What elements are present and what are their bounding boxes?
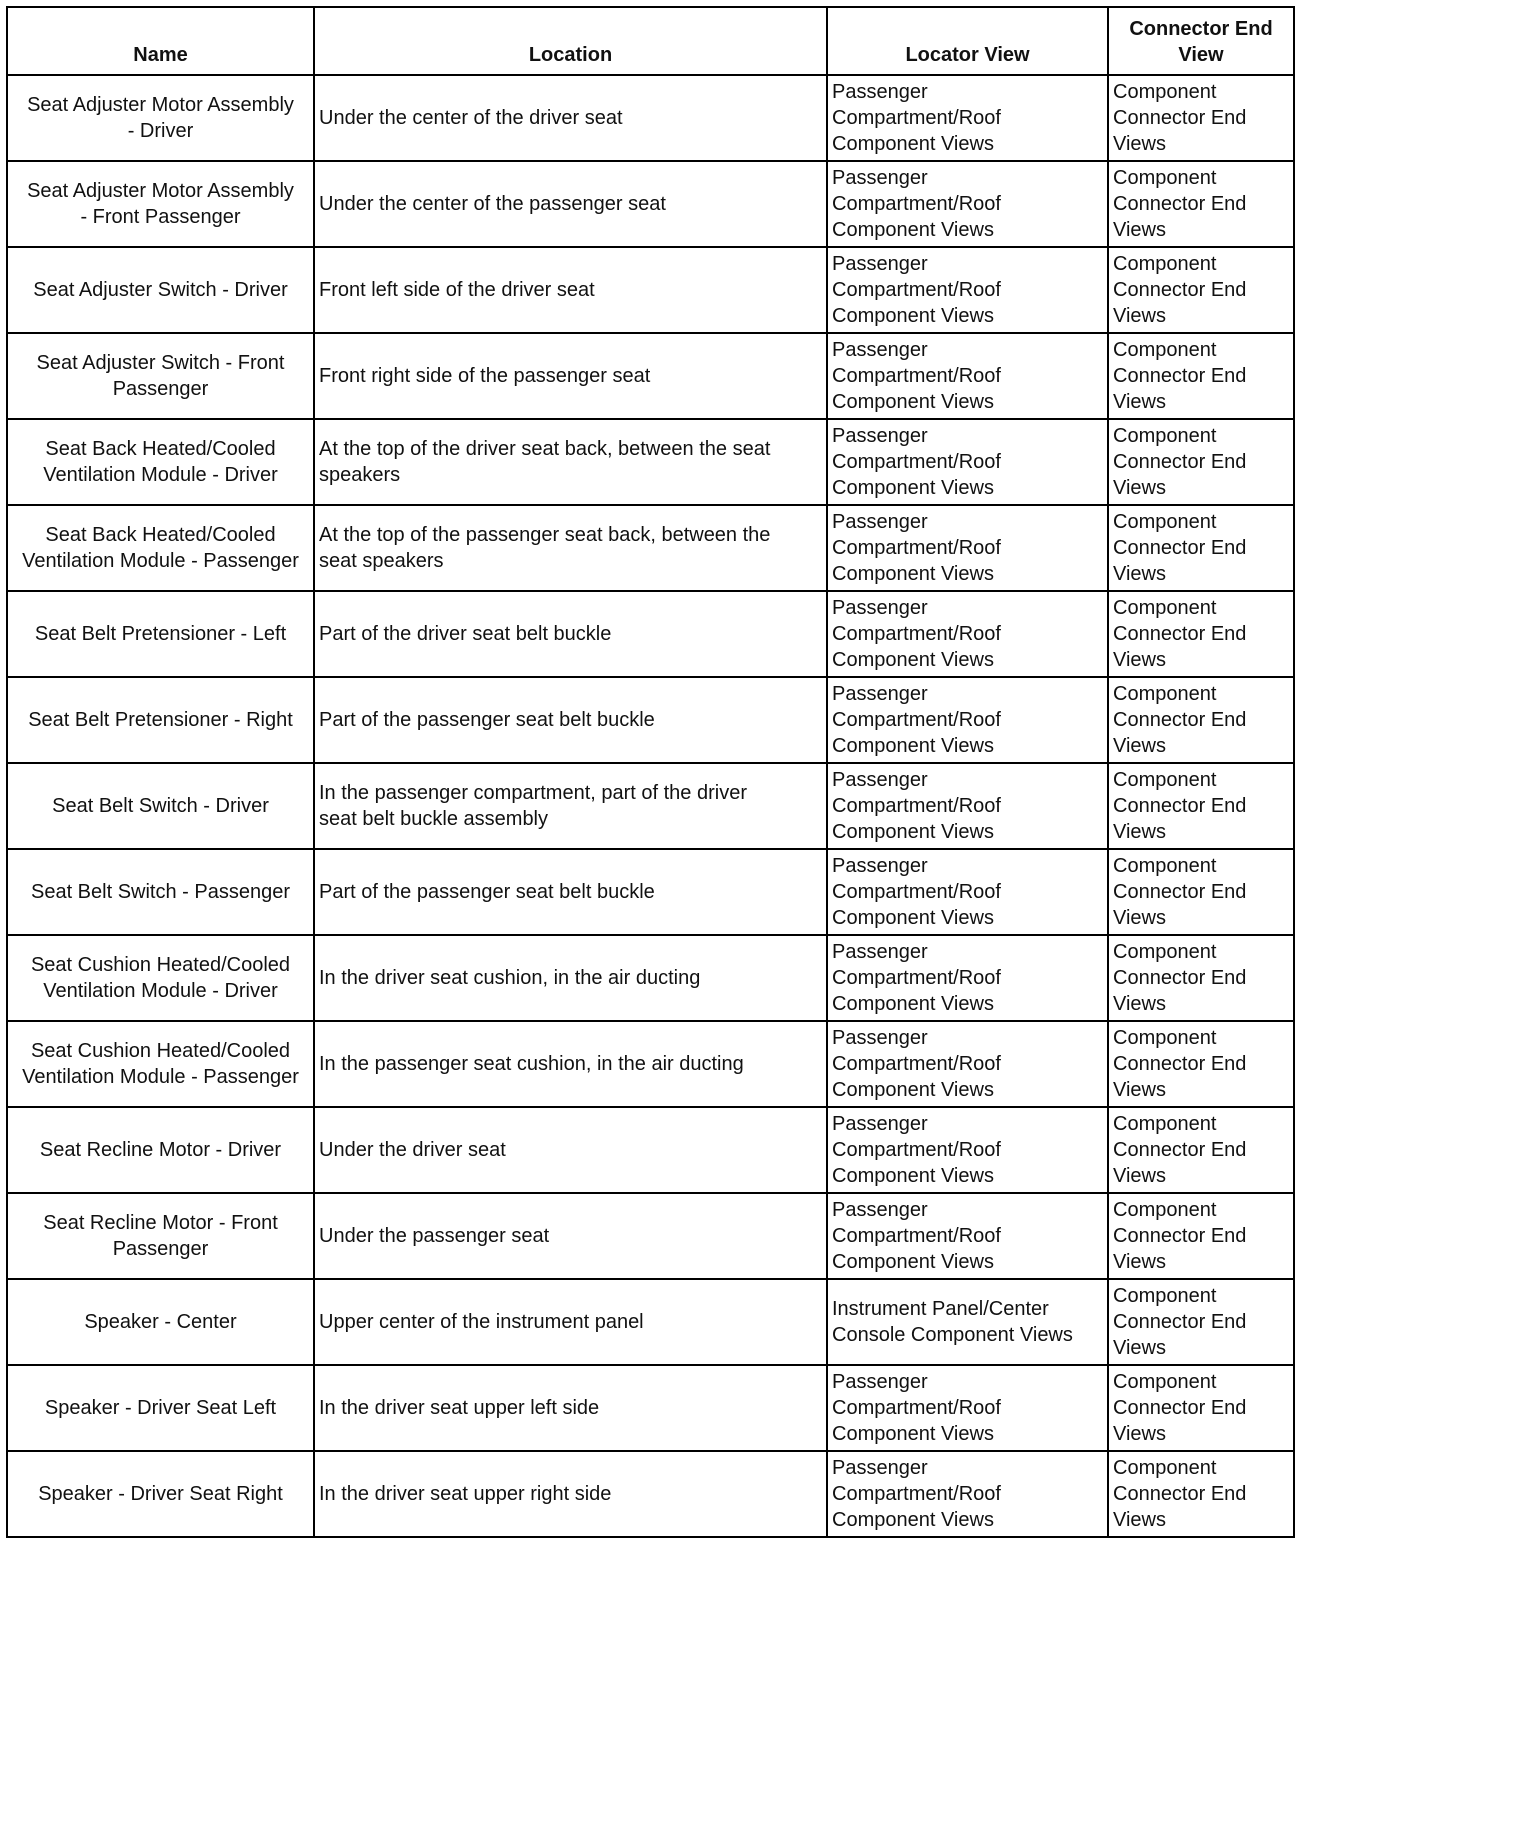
cell-location-text: At the top of the passenger seat back, between the seat speakers: [319, 524, 771, 572]
cell-location: [314, 419, 827, 505]
cell-location-text: Under the driver seat: [319, 1139, 506, 1161]
header-connector-end-view: [1108, 7, 1294, 75]
cell-location: [314, 1193, 827, 1279]
cell-location-text: At the top of the driver seat back, between the seat speakers: [319, 438, 771, 486]
cell-connector-end-view-text: Component Connector End Views: [1113, 1285, 1247, 1359]
table-row: [7, 161, 1294, 247]
cell-location-text: Part of the passenger seat belt buckle: [319, 881, 655, 903]
cell-locator-view-text: Passenger Compartment/Roof Component Views: [832, 339, 1001, 413]
cell-locator-view: [827, 247, 1108, 333]
table-row: [7, 75, 1294, 161]
cell-connector-end-view: [1108, 1193, 1294, 1279]
header-name: Name: [7, 7, 314, 75]
header-connector-end-view-text: Connector End View: [1129, 18, 1273, 66]
header-locator-view: Locator View: [827, 7, 1108, 75]
cell-locator-view-text: Passenger Compartment/Roof Component Views: [832, 81, 1001, 155]
cell-locator-view: [827, 591, 1108, 677]
cell-connector-end-view: [1108, 419, 1294, 505]
cell-connector-end-view-text: Component Connector End Views: [1113, 1113, 1247, 1187]
cell-locator-view: [827, 505, 1108, 591]
cell-location-text: Upper center of the instrument panel: [319, 1311, 644, 1333]
cell-location: [314, 763, 827, 849]
cell-connector-end-view-text: Component Connector End Views: [1113, 1027, 1247, 1101]
table-body: [7, 75, 1294, 1537]
cell-name-text: Speaker - Driver Seat Left: [44, 1397, 277, 1419]
cell-name-text: Seat Adjuster Motor Assembly - Driver: [27, 94, 294, 142]
cell-location-text: Under the passenger seat: [319, 1225, 550, 1247]
cell-location-text: Under the center of the driver seat: [319, 107, 623, 129]
table-row: [7, 677, 1294, 763]
cell-locator-view-text: Passenger Compartment/Roof Component Views: [832, 683, 1001, 757]
cell-name-text: Seat Back Heated/Cooled Ventilation Module - Driver: [43, 438, 278, 486]
cell-locator-view: [827, 1279, 1108, 1365]
cell-location-text: Part of the driver seat belt buckle: [319, 623, 612, 645]
cell-connector-end-view: [1108, 1451, 1294, 1537]
cell-location-text: In the passenger seat cushion, in the air ducting: [319, 1053, 744, 1075]
component-locator-table: [6, 6, 1295, 1538]
cell-name-text: Seat Belt Switch - Driver: [52, 795, 269, 817]
cell-locator-view-text: Passenger Compartment/Roof Component Views: [832, 855, 1001, 929]
cell-location: [314, 247, 827, 333]
cell-locator-view: [827, 333, 1108, 419]
cell-name-text: Seat Recline Motor - Driver: [39, 1139, 282, 1161]
cell-connector-end-view: [1108, 1021, 1294, 1107]
cell-name: [7, 161, 314, 247]
cell-name-text: Seat Recline Motor - Front Passenger: [43, 1212, 278, 1260]
cell-location-text: Under the center of the passenger seat: [319, 193, 666, 215]
cell-location: [314, 333, 827, 419]
cell-locator-view: [827, 763, 1108, 849]
cell-connector-end-view-text: Component Connector End Views: [1113, 511, 1247, 585]
cell-location-text: Part of the passenger seat belt buckle: [319, 709, 655, 731]
cell-connector-end-view: [1108, 935, 1294, 1021]
cell-locator-view: [827, 1451, 1108, 1537]
cell-locator-view: [827, 75, 1108, 161]
cell-location: [314, 1021, 827, 1107]
cell-name: [7, 1365, 314, 1451]
cell-connector-end-view: [1108, 75, 1294, 161]
cell-location: [314, 935, 827, 1021]
cell-name-text: Seat Belt Switch - Passenger: [30, 881, 290, 903]
cell-name: [7, 1451, 314, 1537]
cell-connector-end-view: [1108, 505, 1294, 591]
cell-location-text: In the driver seat upper right side: [319, 1483, 612, 1505]
cell-locator-view-text: Passenger Compartment/Roof Component Views: [832, 1457, 1001, 1531]
cell-connector-end-view-text: Component Connector End Views: [1113, 597, 1247, 671]
cell-connector-end-view-text: Component Connector End Views: [1113, 1457, 1247, 1531]
cell-connector-end-view-text: Component Connector End Views: [1113, 769, 1247, 843]
cell-location-text: Front left side of the driver seat: [319, 279, 595, 301]
cell-name: [7, 505, 314, 591]
cell-name-text: Speaker - Center: [84, 1311, 237, 1333]
cell-name: [7, 1021, 314, 1107]
cell-location: [314, 849, 827, 935]
cell-location-text: In the driver seat upper left side: [319, 1397, 600, 1419]
cell-name: [7, 333, 314, 419]
cell-name-text: Seat Adjuster Switch - Front Passenger: [36, 352, 285, 400]
cell-name-text: Seat Belt Pretensioner - Right: [28, 709, 293, 731]
cell-name-text: Seat Adjuster Motor Assembly - Front Passenger: [27, 180, 294, 228]
cell-connector-end-view-text: Component Connector End Views: [1113, 1371, 1247, 1445]
cell-connector-end-view-text: Component Connector End Views: [1113, 941, 1247, 1015]
cell-location: [314, 1451, 827, 1537]
cell-locator-view-text: Passenger Compartment/Roof Component Views: [832, 425, 1001, 499]
cell-locator-view-text: Passenger Compartment/Roof Component Views: [832, 511, 1001, 585]
cell-locator-view-text: Passenger Compartment/Roof Component Views: [832, 941, 1001, 1015]
cell-name-text: Seat Back Heated/Cooled Ventilation Module - Passenger: [22, 524, 299, 572]
cell-locator-view: [827, 849, 1108, 935]
cell-locator-view: [827, 677, 1108, 763]
cell-name: [7, 1279, 314, 1365]
cell-name: [7, 763, 314, 849]
cell-name: [7, 1193, 314, 1279]
table-row: [7, 591, 1294, 677]
cell-locator-view-text: Passenger Compartment/Roof Component Views: [832, 253, 1001, 327]
table-row: [7, 1193, 1294, 1279]
cell-name: [7, 591, 314, 677]
cell-location: [314, 1279, 827, 1365]
cell-locator-view: [827, 419, 1108, 505]
cell-connector-end-view: [1108, 849, 1294, 935]
cell-connector-end-view: [1108, 1365, 1294, 1451]
cell-name-text: Seat Belt Pretensioner - Left: [34, 623, 287, 645]
cell-connector-end-view-text: Component Connector End Views: [1113, 253, 1247, 327]
cell-name: [7, 849, 314, 935]
cell-connector-end-view: [1108, 1279, 1294, 1365]
cell-name: [7, 1107, 314, 1193]
cell-connector-end-view: [1108, 333, 1294, 419]
table-row: [7, 333, 1294, 419]
cell-name: [7, 677, 314, 763]
cell-connector-end-view: [1108, 1107, 1294, 1193]
cell-name: [7, 935, 314, 1021]
table-row: [7, 1451, 1294, 1537]
cell-locator-view: [827, 935, 1108, 1021]
table-row: [7, 419, 1294, 505]
table-row: [7, 505, 1294, 591]
cell-name-text: Seat Adjuster Switch - Driver: [33, 279, 288, 301]
cell-connector-end-view-text: Component Connector End Views: [1113, 683, 1247, 757]
cell-connector-end-view-text: Component Connector End Views: [1113, 339, 1247, 413]
table-row: [7, 935, 1294, 1021]
cell-locator-view-text: Passenger Compartment/Roof Component Views: [832, 1113, 1001, 1187]
cell-locator-view-text: Passenger Compartment/Roof Component Views: [832, 167, 1001, 241]
cell-location-text: In the passenger compartment, part of the driver seat belt buckle assembly: [319, 782, 747, 830]
cell-connector-end-view: [1108, 763, 1294, 849]
header-row: [7, 7, 1294, 75]
cell-connector-end-view-text: Component Connector End Views: [1113, 1199, 1247, 1273]
cell-name: [7, 419, 314, 505]
cell-location-text: In the driver seat cushion, in the air ducting: [319, 967, 701, 989]
cell-connector-end-view: [1108, 247, 1294, 333]
cell-connector-end-view: [1108, 161, 1294, 247]
cell-connector-end-view-text: Component Connector End Views: [1113, 855, 1247, 929]
cell-location: [314, 161, 827, 247]
header-location: Location: [314, 7, 827, 75]
cell-location: [314, 591, 827, 677]
cell-location-text: Front right side of the passenger seat: [319, 365, 651, 387]
cell-name-text: Seat Cushion Heated/Cooled Ventilation Module - Driver: [30, 954, 291, 1002]
table-row: [7, 247, 1294, 333]
cell-location: [314, 1107, 827, 1193]
table-row: [7, 763, 1294, 849]
cell-locator-view-text: Passenger Compartment/Roof Component Views: [832, 1199, 1001, 1273]
cell-location: [314, 75, 827, 161]
cell-connector-end-view-text: Component Connector End Views: [1113, 81, 1247, 155]
cell-name-text: Seat Cushion Heated/Cooled Ventilation Module - Passenger: [22, 1040, 299, 1088]
table-row: [7, 1365, 1294, 1451]
cell-locator-view-text: Passenger Compartment/Roof Component Views: [832, 1027, 1001, 1101]
cell-name: [7, 247, 314, 333]
component-locator-document: [6, 6, 1293, 1560]
cell-location: [314, 505, 827, 591]
cell-locator-view: [827, 1107, 1108, 1193]
table-row: [7, 1279, 1294, 1365]
cell-locator-view-text: Instrument Panel/Center Console Component Views: [832, 1298, 1073, 1346]
cell-location: [314, 1365, 827, 1451]
cell-connector-end-view-text: Component Connector End Views: [1113, 167, 1247, 241]
cell-connector-end-view-text: Component Connector End Views: [1113, 425, 1247, 499]
table-row: [7, 849, 1294, 935]
table-row: [7, 1107, 1294, 1193]
cell-name-text: Speaker - Driver Seat Right: [38, 1483, 283, 1505]
cell-connector-end-view: [1108, 591, 1294, 677]
cell-locator-view: [827, 161, 1108, 247]
cell-locator-view-text: Passenger Compartment/Roof Component Views: [832, 597, 1001, 671]
cell-locator-view: [827, 1365, 1108, 1451]
table-row: [7, 1021, 1294, 1107]
cell-locator-view: [827, 1021, 1108, 1107]
cell-location: [314, 677, 827, 763]
cell-locator-view-text: Passenger Compartment/Roof Component Views: [832, 769, 1001, 843]
cell-locator-view-text: Passenger Compartment/Roof Component Views: [832, 1371, 1001, 1445]
cell-name: [7, 75, 314, 161]
cell-connector-end-view: [1108, 677, 1294, 763]
cell-locator-view: [827, 1193, 1108, 1279]
table-header: [7, 7, 1294, 75]
